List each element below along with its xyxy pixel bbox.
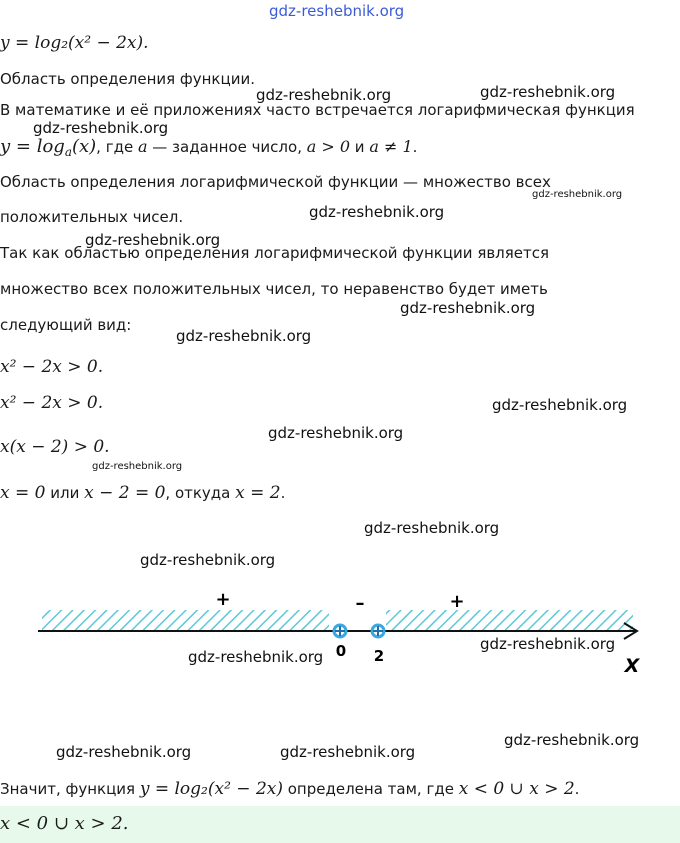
- domain-heading: Область определения функции.: [0, 70, 255, 88]
- def-cond-not-one: a ≠ 1: [369, 137, 413, 156]
- def-and: и: [350, 138, 370, 156]
- since-line-1: Так как областью определения логарифмической функции является: [0, 244, 550, 262]
- watermark: gdz-reshebnik.org: [33, 119, 169, 137]
- watermark-small: gdz-reshebnik.org: [92, 461, 183, 472]
- log-definition-line: [0, 136, 417, 159]
- watermark: gdz-reshebnik.org: [504, 731, 640, 749]
- inequality-factored: x(x − 2) > 0.: [0, 437, 110, 457]
- domain-log-line-1: Область определения логарифмической функции — множество всех: [0, 173, 551, 191]
- watermark: gdz-reshebnik.org: [256, 86, 392, 104]
- conclusion-line: [0, 779, 579, 799]
- conclusion-prefix: Значит, функция: [0, 780, 140, 798]
- answer-box: [0, 806, 680, 843]
- intro-paragraph: В математике и её приложениях часто встречается логарифмическая функция: [0, 101, 635, 119]
- def-where: , где: [96, 138, 138, 156]
- hatch-left-interval: [42, 610, 329, 630]
- roots-whence: , откуда: [165, 484, 236, 502]
- watermark: gdz-reshebnik.org: [56, 743, 192, 761]
- label-zero: 0: [335, 642, 347, 660]
- watermark: gdz-reshebnik.org: [480, 635, 616, 653]
- since-line-2: множество всех положительных чисел, то неравенство будет иметь: [0, 280, 548, 298]
- number-line-diagram: [0, 580, 680, 680]
- watermark: gdz-reshebnik.org: [268, 424, 404, 442]
- def-given: — заданное число,: [147, 138, 307, 156]
- watermark: gdz-reshebnik.org: [309, 203, 445, 221]
- watermark: gdz-reshebnik.org: [85, 231, 221, 249]
- axis-label: X: [624, 655, 640, 677]
- conclusion-middle: определена там, где: [282, 780, 459, 798]
- answer-text: x < 0 ∪ x > 2.: [0, 813, 129, 834]
- conclusion-end: .: [574, 780, 580, 798]
- roots-line: [0, 483, 285, 503]
- def-cond-positive: a > 0: [306, 137, 351, 156]
- roots-or: или: [45, 484, 85, 502]
- inequality-2: x² − 2x > 0.: [0, 393, 104, 413]
- watermark: gdz-reshebnik.org: [188, 648, 324, 666]
- watermark: gdz-reshebnik.org: [280, 743, 416, 761]
- label-two: 2: [373, 647, 385, 665]
- domain-log-line-2: положительных чисел.: [0, 208, 184, 226]
- since-line-3: следующий вид:: [0, 316, 132, 334]
- watermark: gdz-reshebnik.org: [492, 396, 628, 414]
- watermark: gdz-reshebnik.org: [400, 299, 536, 317]
- watermark: gdz-reshebnik.org: [176, 327, 312, 345]
- root-zero: x = 0: [0, 483, 46, 503]
- point-zero: [334, 625, 346, 637]
- def-arg: (x): [71, 136, 97, 157]
- def-end: .: [412, 138, 418, 156]
- sign-left: +: [215, 589, 231, 610]
- sign-middle: –: [355, 593, 365, 614]
- def-formula: y = log: [0, 136, 65, 157]
- watermark: gdz-reshebnik.org: [364, 519, 500, 537]
- watermark: gdz-reshebnik.org: [480, 83, 616, 101]
- watermark: gdz-reshebnik.org: [140, 551, 276, 569]
- def-base: a: [64, 145, 72, 159]
- conclusion-function: y = log₂(x² − 2x): [139, 779, 283, 799]
- def-a: a: [137, 137, 148, 156]
- root-eq: x − 2 = 0: [84, 483, 166, 503]
- roots-end: .: [280, 484, 286, 502]
- inequality-1: x² − 2x > 0.: [0, 357, 104, 377]
- function-equation: y = log₂(x² − 2x).: [0, 33, 149, 53]
- point-two: [372, 625, 384, 637]
- hatch-right-interval: [386, 610, 633, 630]
- watermark-small: gdz-reshebnik.org: [532, 189, 623, 200]
- sign-right: +: [449, 591, 465, 612]
- conclusion-set: x < 0 ∪ x > 2: [458, 779, 575, 799]
- root-two: x = 2: [235, 483, 281, 503]
- watermark-top: gdz-reshebnik.org: [269, 2, 405, 20]
